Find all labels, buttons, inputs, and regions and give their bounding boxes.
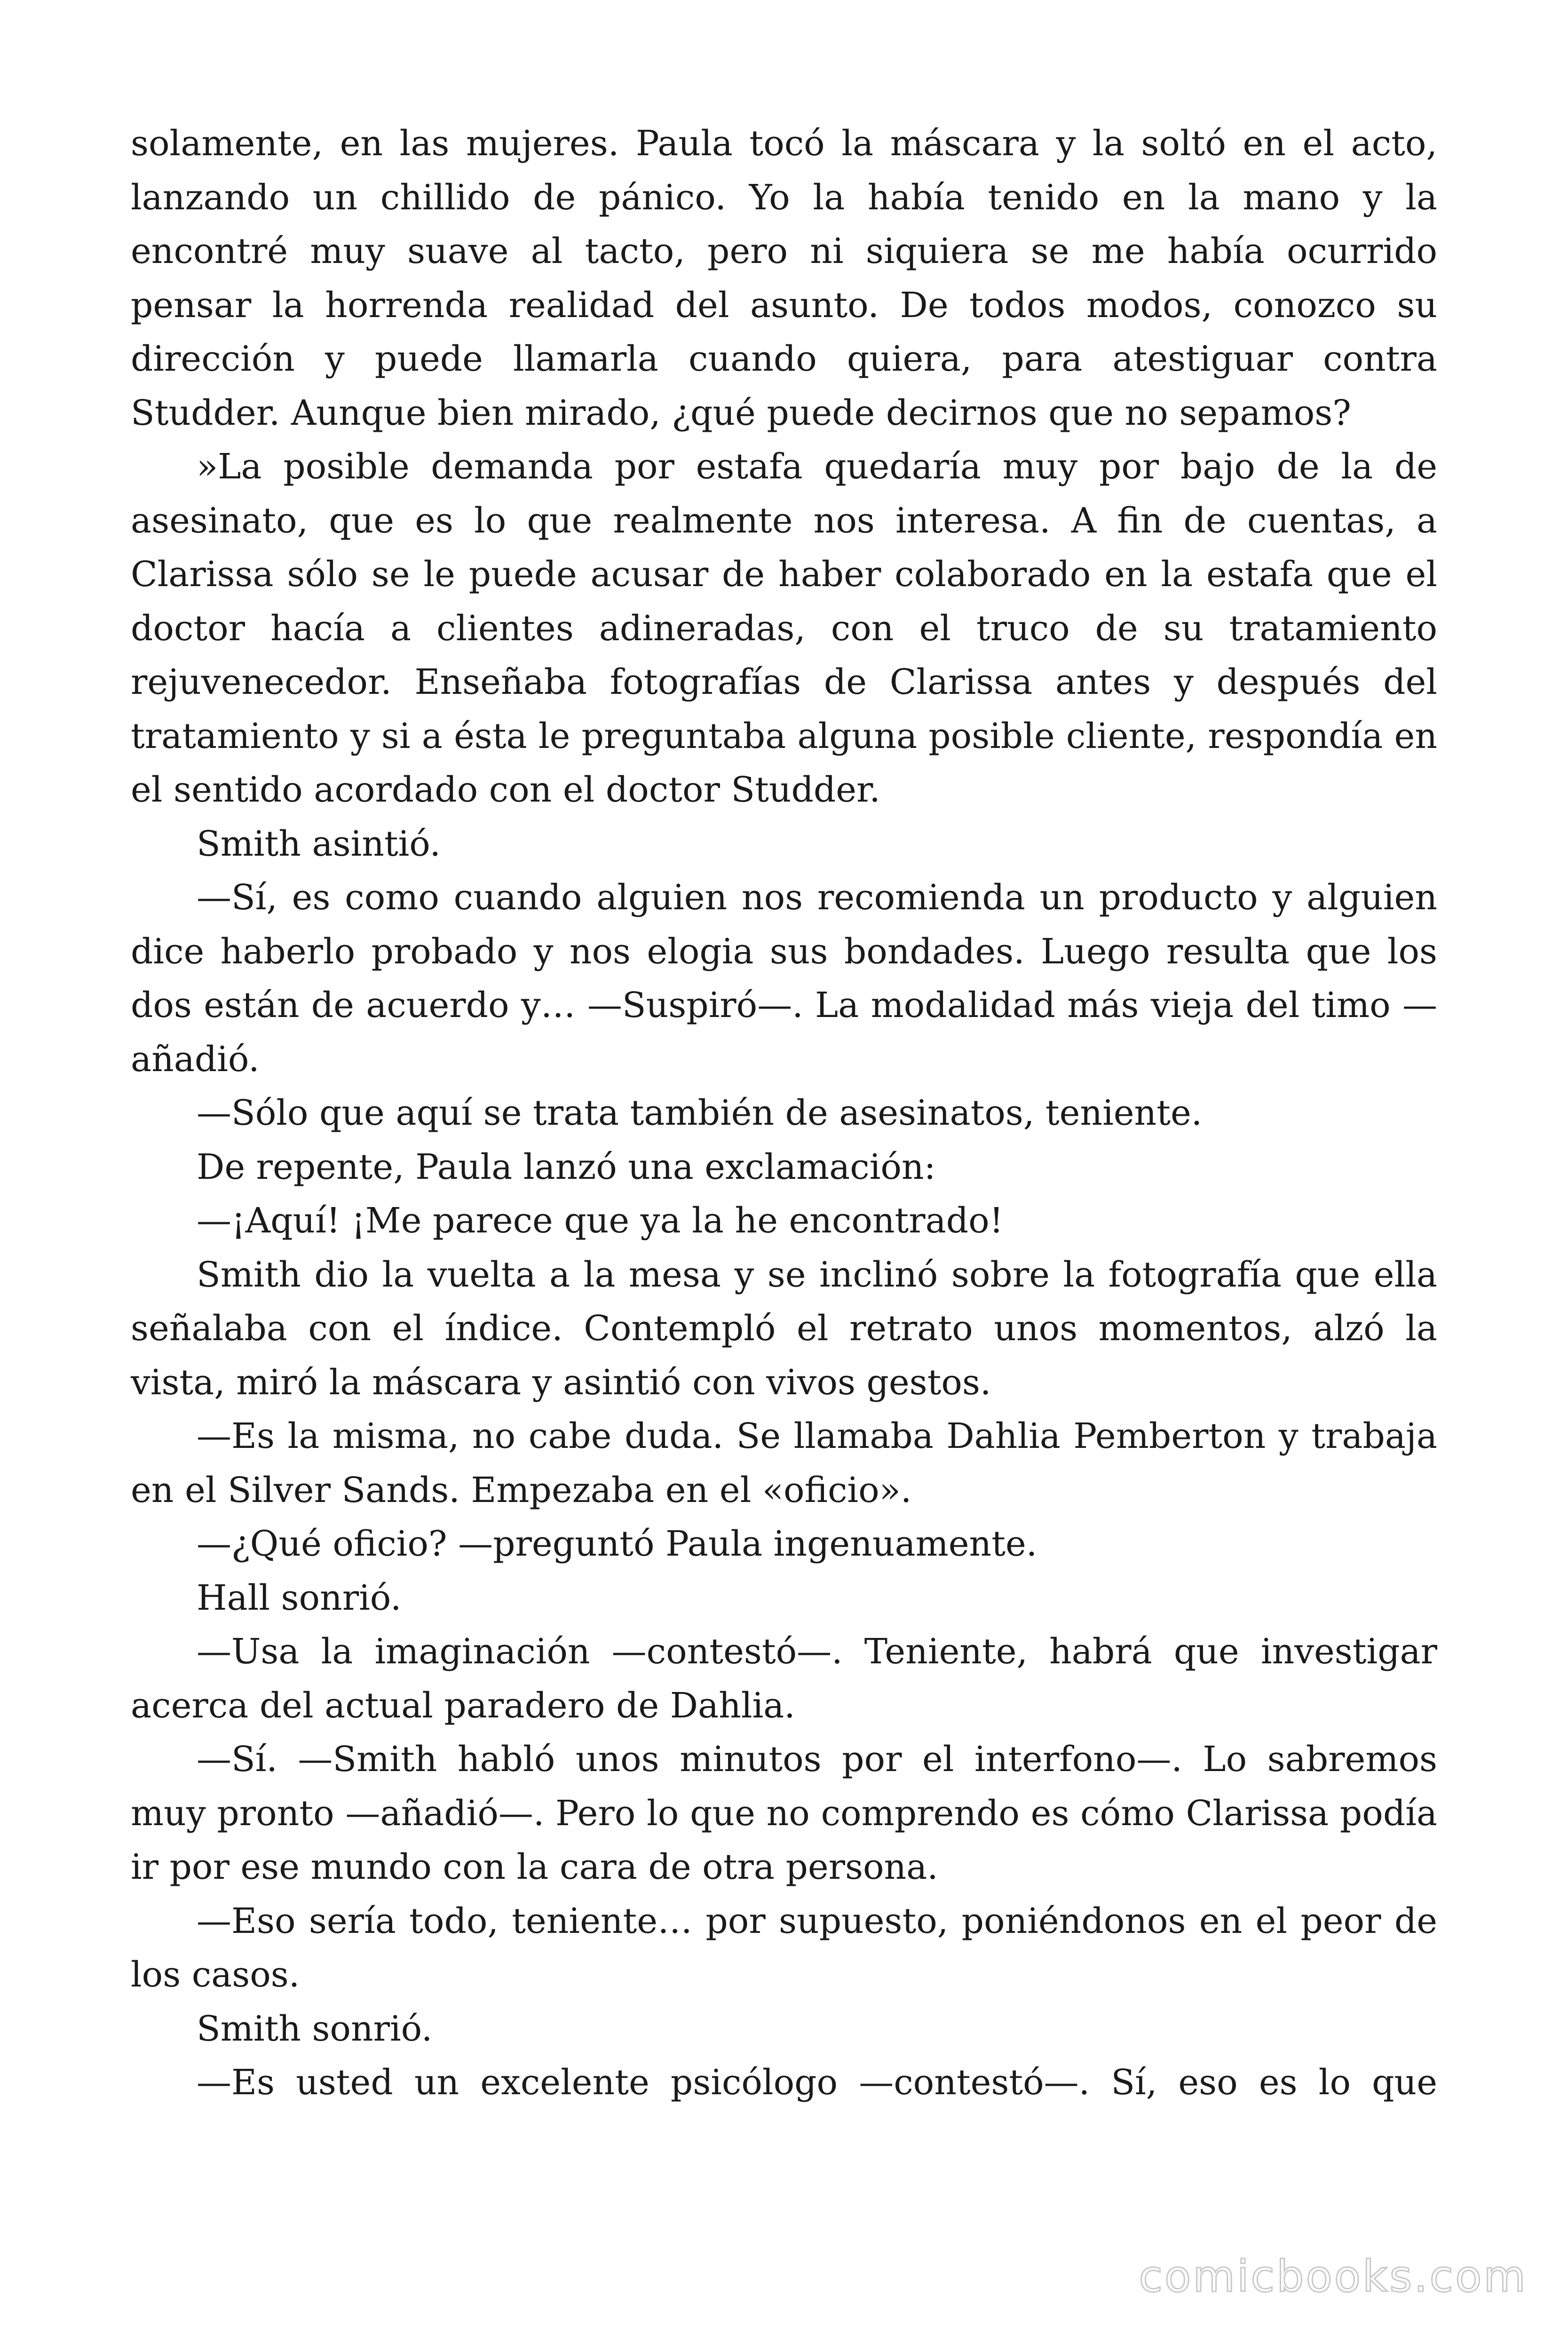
paragraph: —Sí, es como cuando alguien nos recomienda un producto y alguien dice haberlo probado y nos elogia sus bondades. Luego resulta que los dos están de acuerdo y… —Suspiró—. La modalidad más vieja del timo —añadió. xyxy=(131,877,1437,1080)
paragraph: »La posible demanda por estafa quedaría muy por bajo de la de asesinato, que es lo que realmente nos interesa. A fin de cuentas, a Clarissa sólo se le puede acusar de haber colaborado en la estafa que el doctor hacía a clientes adineradas, con el truco de su tratamiento rejuvenecedor. Enseñaba fotografías de Clarissa antes y después del tratamiento y si a ésta le preguntaba alguna posible cliente, respondía en el sentido acordado con el doctor Studder. xyxy=(131,446,1437,810)
paragraph: De repente, Paula lanzó una exclamación: xyxy=(197,1146,936,1187)
watermark: comicbooks.com xyxy=(1139,2251,1528,2302)
paragraph: —Sí. —Smith habló unos minutos por el interfono—. Lo sabremos muy pronto —añadió—. Pero lo que no comprendo es cómo Clarissa podía ir por ese mundo con la cara de otra persona. xyxy=(131,1739,1437,1887)
paragraph: —Es la misma, no cabe duda. Se llamaba Dahlia Pemberton y trabaja en el Silver Sands. Empezaba en el «oficio». xyxy=(131,1416,1437,1510)
paragraph: —Eso sería todo, teniente… por supuesto, poniéndonos en el peor de los casos. xyxy=(131,1900,1437,1995)
paragraph: Smith asintió. xyxy=(197,823,441,864)
paragraph: —¡Aquí! ¡Me parece que ya la he encontrado! xyxy=(197,1200,1004,1241)
paragraph: —Sólo que aquí se trata también de asesinatos, teniente. xyxy=(197,1093,1203,1133)
paragraph: Smith dio la vuelta a la mesa y se inclinó sobre la fotografía que ella señalaba con el índice. Contempló el retrato unos momentos, alzó la vista, miró la máscara y asintió con vivos gestos. xyxy=(131,1254,1437,1403)
paragraph: Smith sonrió. xyxy=(197,2008,433,2049)
paragraph: Hall sonrió. xyxy=(197,1577,402,1618)
paragraph: —Usa la imaginación —contestó—. Teniente, habrá que investigar acerca del actual paradero de Dahlia. xyxy=(131,1631,1437,1726)
paragraph: —Es usted un excelente psicólogo —contestó—. Sí, eso es lo que xyxy=(197,2062,1437,2103)
page-text xyxy=(131,117,1437,2110)
paragraph: —¿Qué oficio? —preguntó Paula ingenuamente. xyxy=(197,1524,1037,1564)
paragraph: solamente, en las mujeres. Paula tocó la máscara y la soltó en el acto, lanzando un chillido de pánico. Yo la había tenido en la mano y la encontré muy suave al tacto, pero ni siquiera se me había ocurrido pensar la horrenda realidad del asunto. De todos modos, conozco su dirección y puede llamarla cuando quiera, para atestiguar contra Studder. Aunque bien mirado, ¿qué puede decirnos que no sepamos? xyxy=(131,123,1437,433)
